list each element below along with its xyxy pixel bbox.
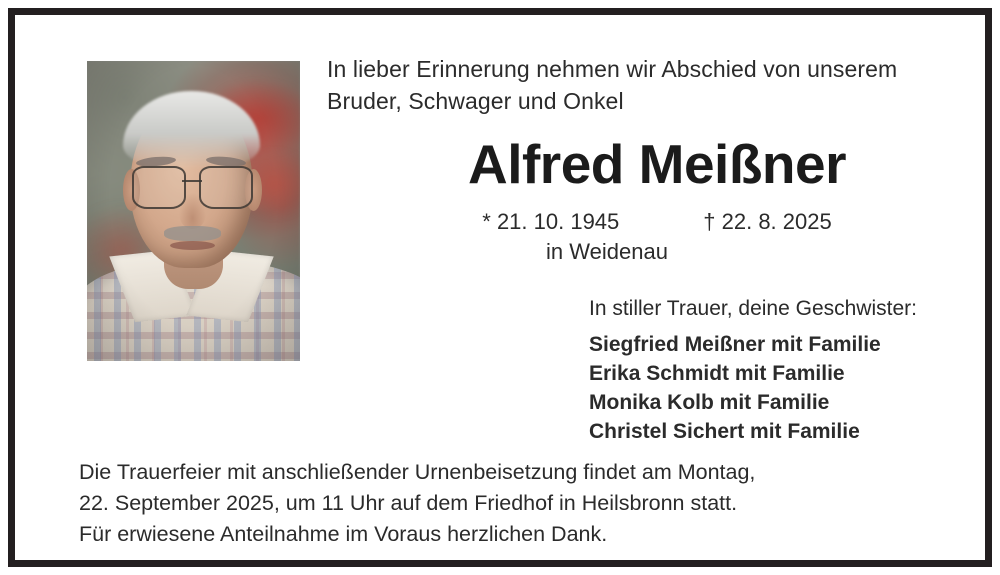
- portrait-photo: [87, 61, 300, 361]
- life-dates: [337, 209, 977, 235]
- intro-line-1: In lieber Erinnerung nehmen wir Abschied von unserem: [327, 56, 898, 82]
- intro-text: [327, 53, 937, 117]
- mourners-lead: In stiller Trauer, deine Geschwister:: [589, 297, 917, 320]
- intro-line-2: Bruder, Schwager und Onkel: [327, 88, 624, 114]
- deceased-name: Alfred Meißner: [467, 133, 847, 195]
- mourner-name: Erika Schmidt mit Familie: [589, 362, 845, 385]
- funeral-line-2: 22. September 2025, um 11 Uhr auf dem Friedhof in Heilsbronn statt.: [79, 491, 738, 515]
- mourner-name: Monika Kolb mit Familie: [589, 391, 830, 414]
- funeral-line-3: Für erwiesene Anteilnahme im Voraus herzlichen Dank.: [79, 522, 608, 546]
- funeral-line-1: Die Trauerfeier mit anschließender Urnenbeisetzung findet am Montag,: [79, 460, 756, 484]
- death-date: † 22. 8. 2025: [703, 209, 832, 234]
- funeral-details: [79, 457, 933, 550]
- birth-place: in Weidenau: [546, 239, 668, 264]
- mourner-name: Siegfried Meißner mit Familie: [589, 333, 881, 356]
- mourner-name: Christel Sichert mit Familie: [589, 420, 860, 443]
- portrait-vignette: [87, 61, 300, 361]
- birth-date: * 21. 10. 1945: [482, 209, 620, 234]
- notice-border: [8, 8, 992, 567]
- notice-content: [37, 37, 963, 546]
- mourners-block: [589, 297, 989, 446]
